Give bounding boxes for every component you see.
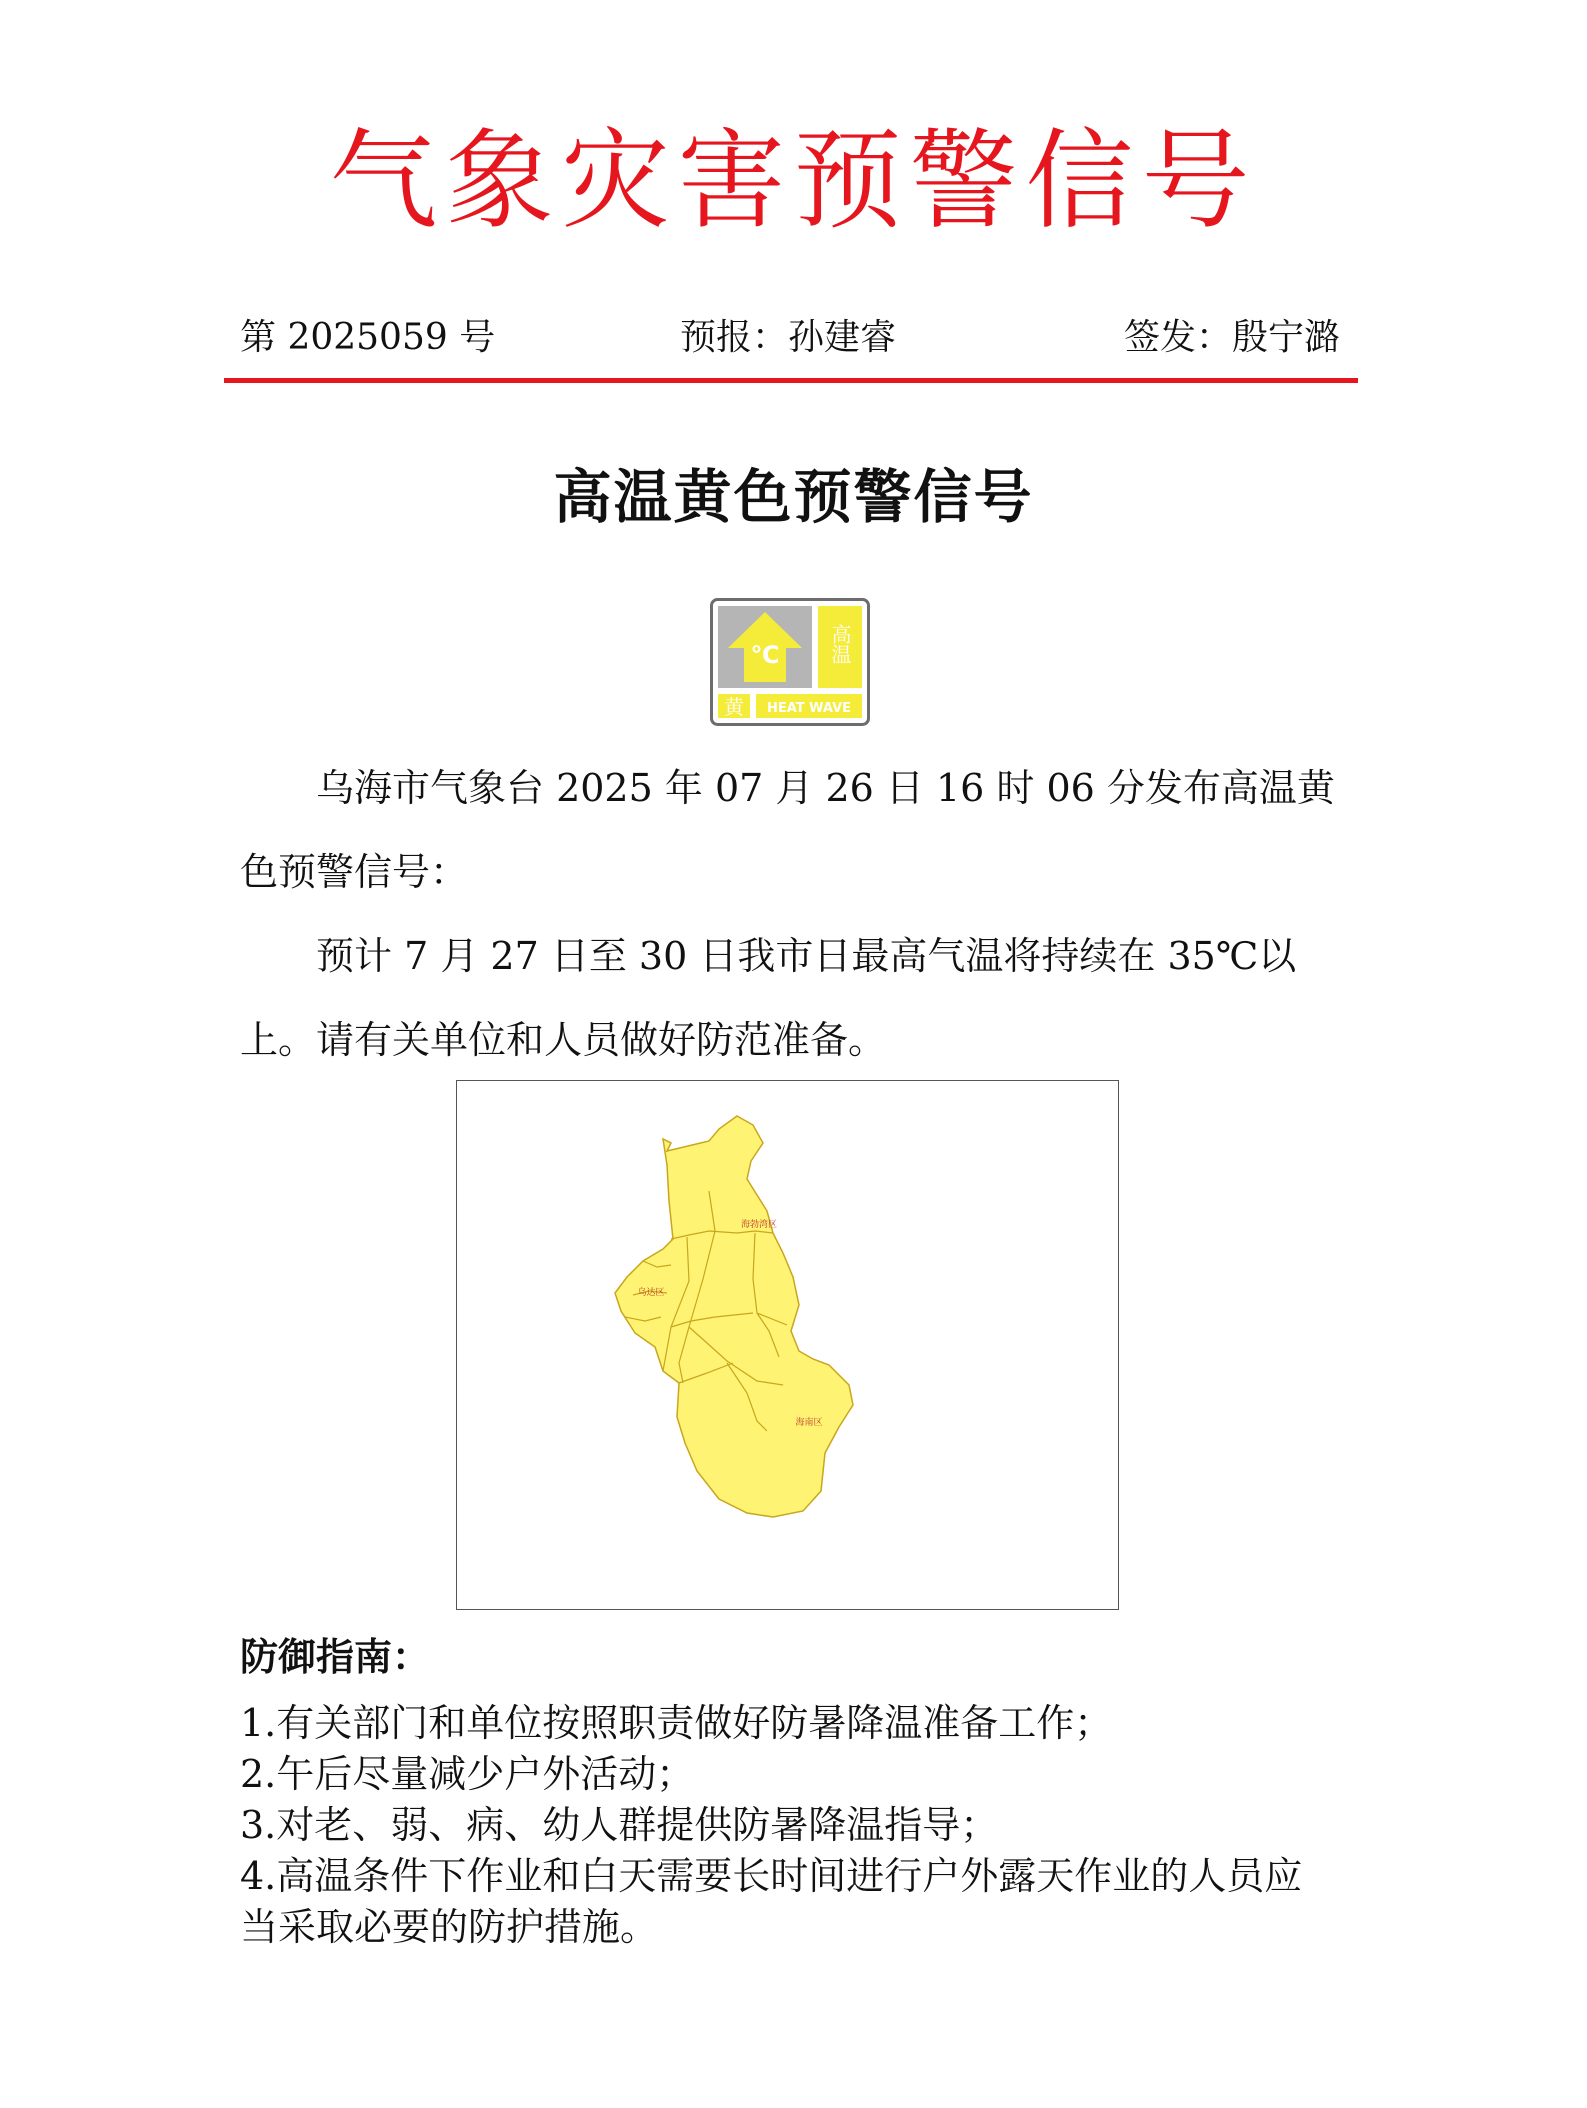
guide-item: 1.有关部门和单位按照职责做好防暑降温准备工作； bbox=[240, 1701, 1113, 1745]
issuance-paragraph bbox=[240, 746, 1340, 914]
document-meta-row bbox=[240, 316, 1340, 360]
map-label-north: 海勃湾区 bbox=[740, 1220, 778, 1230]
guide-item: 4.高温条件下作业和白天需要长时间进行户外露天作业的人员应当采取必要的防护措施。 bbox=[240, 1854, 1303, 1949]
icon-celsius-symbol: ℃ bbox=[750, 641, 780, 669]
forecast-text: 预计 7 月 27 日至 30 日我市日最高气温将持续在 35℃以上。请有关单位和人员做好防范准备。 bbox=[240, 934, 1297, 1062]
masthead-title: 气象灾害预警信号 bbox=[329, 119, 1258, 244]
defense-guide-list bbox=[240, 1698, 1340, 1953]
header-divider bbox=[224, 378, 1358, 383]
guide-item: 2.午后尽量减少户外活动； bbox=[240, 1752, 695, 1796]
icon-side-text: 高温 bbox=[828, 624, 852, 664]
map-region-outline bbox=[615, 1116, 853, 1517]
icon-english-label: HEAT WAVE bbox=[766, 701, 852, 716]
map-label-west: 乌达区 bbox=[637, 1288, 665, 1298]
icon-level-char: 黄 bbox=[724, 695, 744, 719]
issuance-text: 乌海市气象台 2025 年 07 月 26 日 16 时 06 分发布高温黄色预警信号： bbox=[240, 766, 1335, 894]
forecaster: 预报：孙建睿 bbox=[680, 317, 897, 358]
warning-area-map bbox=[456, 1080, 1119, 1610]
map-label-south: 海南区 bbox=[795, 1418, 823, 1428]
forecast-paragraph bbox=[240, 914, 1340, 1082]
guide-item: 3.对老、弱、病、幼人群提供防暑降温指导； bbox=[240, 1803, 999, 1847]
wuhai-district-map bbox=[457, 1081, 1118, 1609]
document-number: 第 2025059 号 bbox=[240, 317, 496, 358]
issuer: 签发：殷宁潞 bbox=[1123, 317, 1340, 358]
signal-title: 高温黄色预警信号 bbox=[553, 463, 1034, 531]
defense-guide-heading: 防御指南： bbox=[240, 1634, 431, 1679]
high-temperature-yellow-warning-icon bbox=[710, 598, 870, 726]
